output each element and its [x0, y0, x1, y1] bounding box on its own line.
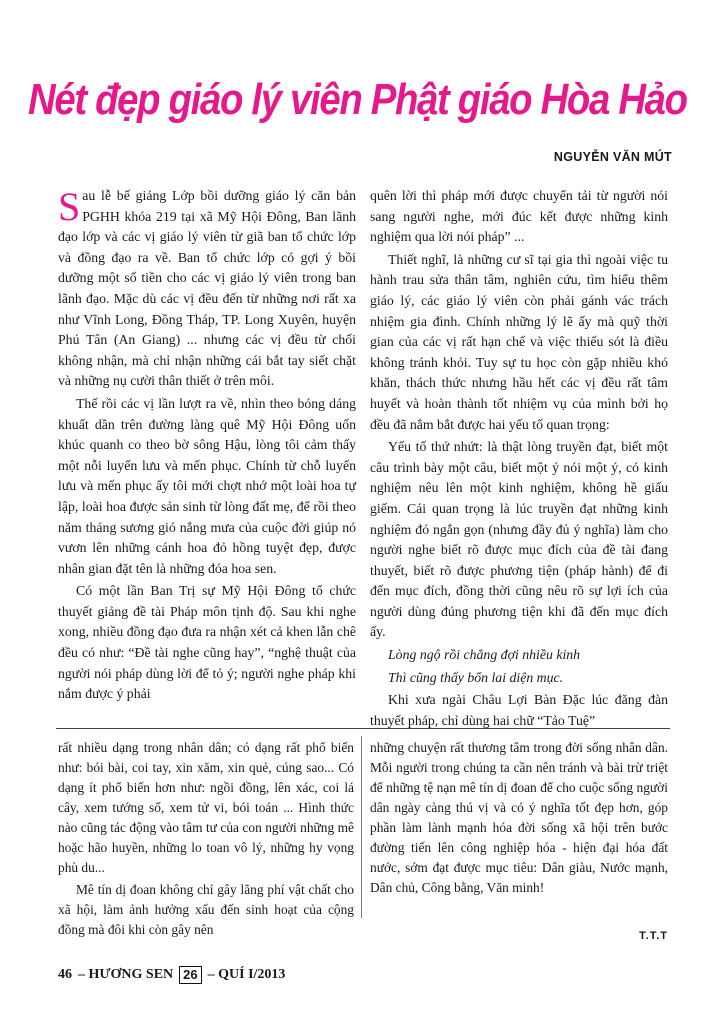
page-number: 46 — [58, 967, 72, 982]
continuation-column-2 — [370, 738, 668, 900]
paragraph: Khi xưa ngài Châu Lợi Bàn Đặc lúc đăng đàn thuyết pháp, chỉ dùng hai chữ “Tảo Tuệ” — [370, 692, 668, 728]
section-divider — [56, 728, 670, 729]
magazine-name: – HƯƠNG SEN — [78, 967, 174, 982]
author-byline: NGUYỄN VĂN MÚT — [553, 150, 672, 164]
paragraph: Mê tín dị đoan không chỉ gây lãng phí vật chất cho xã hội, làm ảnh hưởng xấu đến sinh hoạt của cộng đồng mà đôi khi còn gây nên — [58, 882, 354, 937]
verse-line: Thì cũng thấy bổn lai diện mục. — [388, 669, 564, 685]
drop-cap: S — [58, 184, 81, 229]
paragraph: những chuyện rất thương tâm trong đời sống nhân dân. Mỗi người trong chúng ta cần nên tránh và bài trừ triệt để những tệ nạn mê tín dị đoan để cho cuộc sống người dân ngày càng thú vị và có ý nghĩa tốt đẹp hơn, góp phần làm lành mạnh hóa đời sống xã hội trên bước đường tiến lên công nghiệp hóa - hiện đại hóa đất nước, sớm đạt được mục tiêu: Dân giàu, Nước mạnh, Dân chủ, Công bằng, Văn minh! — [370, 740, 668, 895]
paragraph: quên lời thì pháp mới được chuyển tải từ người nói sang người nghe, mới đúc kết được những kinh nghiệm qua lời nói pháp” ... — [370, 188, 668, 245]
paragraph: Yếu tố thứ nhứt: là thật lòng truyền đạt, biết một câu trình bày một câu, biết một ý nói một ý, có kinh nghiệm nêu lên một kinh nghiệm, không hề giấu giếm. Cái quan trọng là lúc truyền đạt những kinh nghiệm đó ngắn gọn (nhưng đầy đủ ý nghĩa) làm cho người nghe biết rõ được mục đích của đề tài đang thuyết, biết rõ được phương tiện (pháp hành) để đi đến mục đích, đồng thời cũng nêu rõ sự lợi ích của người dùng đúng phương tiện khi đã đến mục đích ấy. — [370, 439, 668, 640]
column-divider — [361, 736, 362, 918]
signature: T.T.T — [639, 930, 668, 942]
issue-number: 26 — [179, 966, 201, 984]
article-column-2 — [370, 186, 668, 733]
paragraph: Thiết nghĩ, là những cư sĩ tại gia thì ngoài việc tu hành trau sửa thân tâm, nghiên cứu, tìm hiểu thêm giáo lý, các giáo lý viên còn phải gánh vác trách nhiệm gia đình. Chính những lý lẽ ấy mà quỹ thời gian của các vị rất hạn chế và việc thiếu sót là điều không tránh khỏi. Tuy sự tu học còn gặp nhiều khó khăn, thách thức nhưng hầu hết các vị đều rất tâm huyết và hoàn thành tốt nhiệm vụ của mình bởi họ đều đã nắm bắt được hai yếu tố quan trọng: — [370, 251, 668, 432]
article-column-1 — [58, 186, 356, 707]
paragraph: Sau lễ bế giảng Lớp bồi dưỡng giáo lý căn bản PGHH khóa 219 tại xã Mỹ Hội Đông, Ban lãnh đạo lớp và các vị giáo lý viên từ giã ban tổ chức lớp và đồng đạo ra về. Ban tổ chức lớp có gợi ý bồi dưỡng một số tiền cho các vị giáo lý viên trong ban lãnh đạo. Mặc dù các vị đều đến từ những nơi rất xa như Vĩnh Long, Đồng Tháp, TP. Long Xuyên, huyện Phú Tân (An Giang) ... nhưng các vị đều từ chối không nhận, mà chỉ nhận những cái bắt tay siết chặt và những nụ cười thân thiết ở trên môi. — [58, 184, 356, 389]
verse-line: Lòng ngộ rồi chẳng đợi nhiều kinh — [388, 647, 581, 663]
paragraph: rất nhiều dạng trong nhân dân; có dạng rất phổ biến như: bói bài, coi tay, xin xăm, xin quẻ, cúng sao... Có dạng ít phổ biến hơn như: ngồi đồng, lên xác, coi lá cây, xem tướng số, xem tử vi, bói toán ... Hình thức nào cũng tác động vào tâm tư của con người những mê hoặc hão huyền, những lo toan vô lý, những hy vọng phù du... — [58, 740, 354, 875]
paragraph: Thế rồi các vị lần lượt ra về, nhìn theo bóng dáng khuất dần trên đường làng quê Mỹ Hội Đông uốn khúc quanh co theo bờ sông Hậu, lòng tôi cảm thấy một nỗi luyến lưu và mến phục. Chính từ chỗ luyến lưu và mến phục ấy tôi mới chợt nhớ một loài hoa tự lập, loài hoa được sản sinh từ lòng đất mẹ, để rồi theo năm tháng sương gió nắng mưa của cuộc đời giúp nó vươn lên những cánh hoa đỏ hồng tuyệt đẹp, được nhân gian đặt tên là những đóa hoa sen. — [58, 395, 356, 576]
issue-quarter: – QUÍ I/2013 — [207, 967, 286, 982]
article-title: Nét đẹp giáo lý viên Phật giáo Hòa Hảo — [28, 75, 687, 124]
paragraph: Có một lần Ban Trị sự Mỹ Hội Đông tổ chức thuyết giảng đề tài Pháp môn tịnh độ. Sau khi nghe xong, nhiều đồng đạo đưa ra nhận xét cả khen lẫn chê đều có như: “Đề tài nghe cũng hay”, “nghệ thuật của người nói pháp dùng lời để tỏ ý; người nghe pháp khi nắm được ý phải — [58, 583, 356, 702]
continuation-column-1 — [58, 738, 354, 942]
page-footer — [58, 966, 285, 984]
